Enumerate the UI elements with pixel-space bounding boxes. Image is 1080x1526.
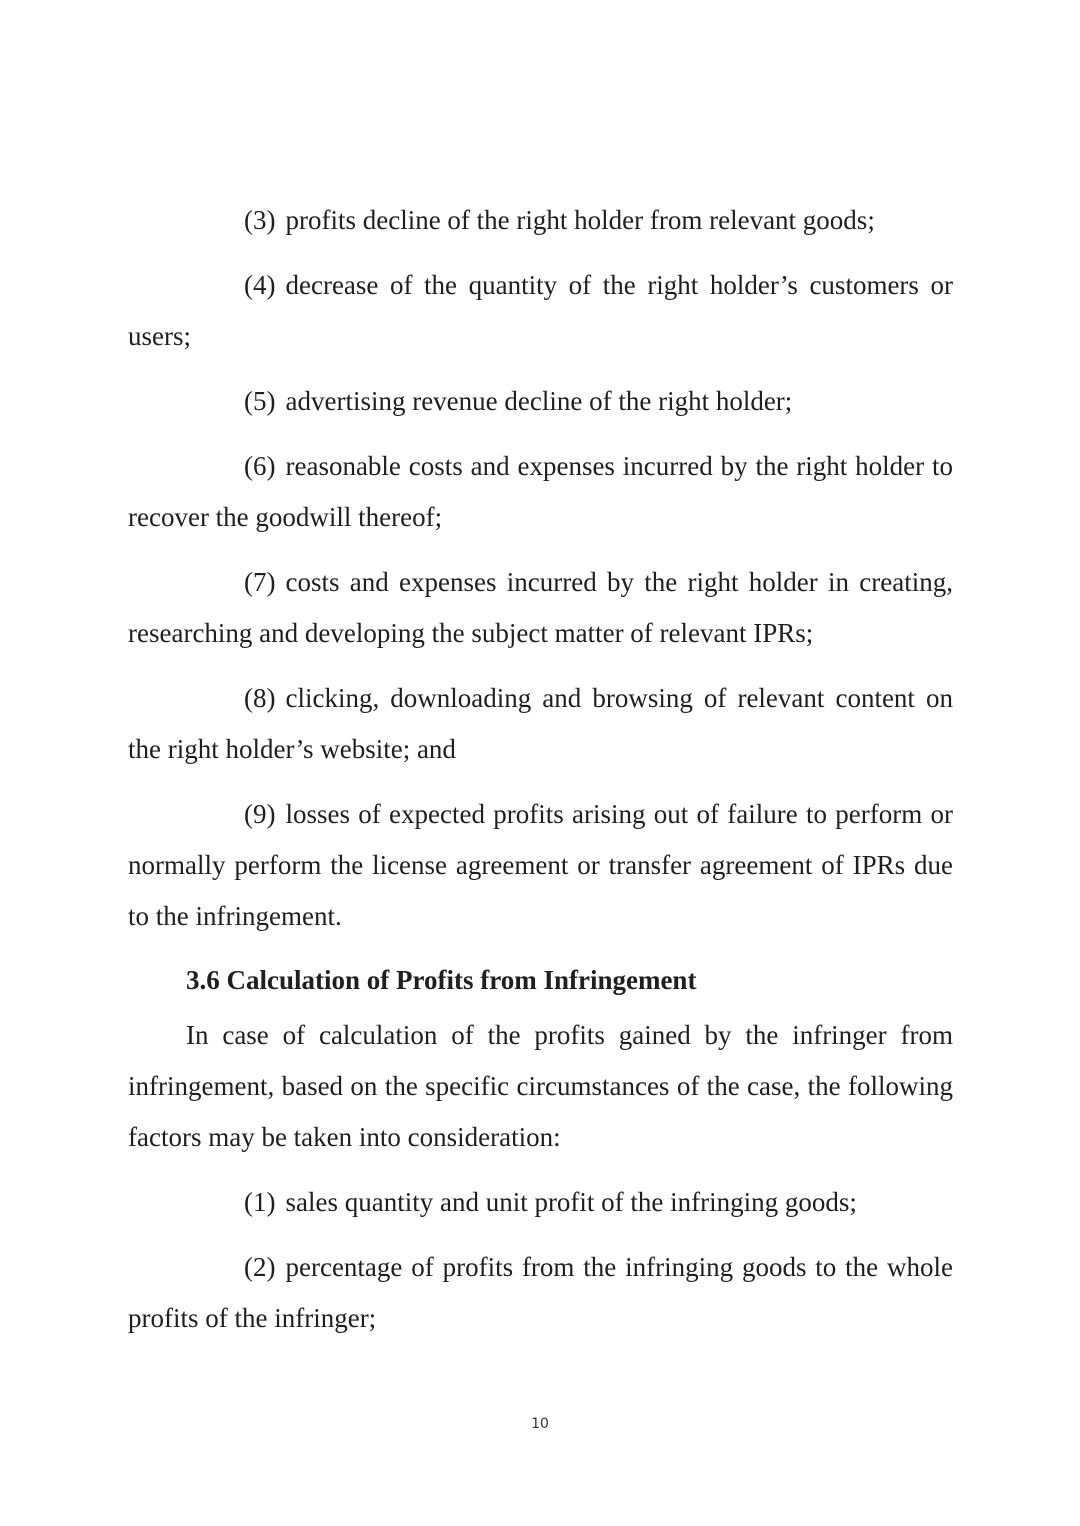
- item-number: (4): [244, 270, 276, 300]
- list-item-5: [128, 376, 953, 427]
- item-text: decrease of the quantity of the right holder’s customers or users;: [128, 270, 953, 351]
- page-number: 10: [531, 1416, 549, 1432]
- item-text: advertising revenue decline of the right holder;: [285, 386, 793, 416]
- item-number: (8): [244, 683, 276, 713]
- item-text: costs and expenses incurred by the right holder in creating, researching and developing the subject matter of relevant IPRs;: [128, 567, 953, 648]
- item-text: percentage of profits from the infringing goods to the whole profits of the infringer;: [128, 1252, 953, 1333]
- list-item-4: [128, 260, 953, 362]
- list-item-2: [128, 1242, 953, 1344]
- item-number: (9): [244, 799, 276, 829]
- item-number: (6): [244, 451, 276, 481]
- list-item-7: [128, 557, 953, 659]
- list-item-9: [128, 789, 953, 942]
- item-number: (5): [244, 386, 276, 416]
- section-intro: In case of calculation of the profits gained by the infringer from infringement, based on the specific circumstances of the case, the following factors may be taken into consideration:: [128, 1020, 953, 1152]
- item-number: (1): [244, 1187, 276, 1217]
- item-text: losses of expected profits arising out of failure to perform or normally perform the license agreement or transfer agreement of IPRs due to the infringement.: [128, 799, 953, 931]
- list-item-3: [128, 195, 953, 246]
- item-text: reasonable costs and expenses incurred by the right holder to recover the goodwill thereof;: [128, 451, 953, 532]
- list-item-8: [128, 673, 953, 775]
- section-heading: 3.6 Calculation of Profits from Infringement: [186, 965, 697, 995]
- item-number: (7): [244, 567, 276, 597]
- list-item-6: [128, 441, 953, 543]
- item-text: profits decline of the right holder from relevant goods;: [285, 205, 875, 235]
- document-page: [128, 195, 953, 1358]
- list-item-1: [128, 1177, 953, 1228]
- item-number: (3): [244, 205, 276, 235]
- item-number: (2): [244, 1252, 276, 1282]
- item-text: clicking, downloading and browsing of relevant content on the right holder’s website; and: [128, 683, 953, 764]
- item-text: sales quantity and unit profit of the infringing goods;: [285, 1187, 857, 1217]
